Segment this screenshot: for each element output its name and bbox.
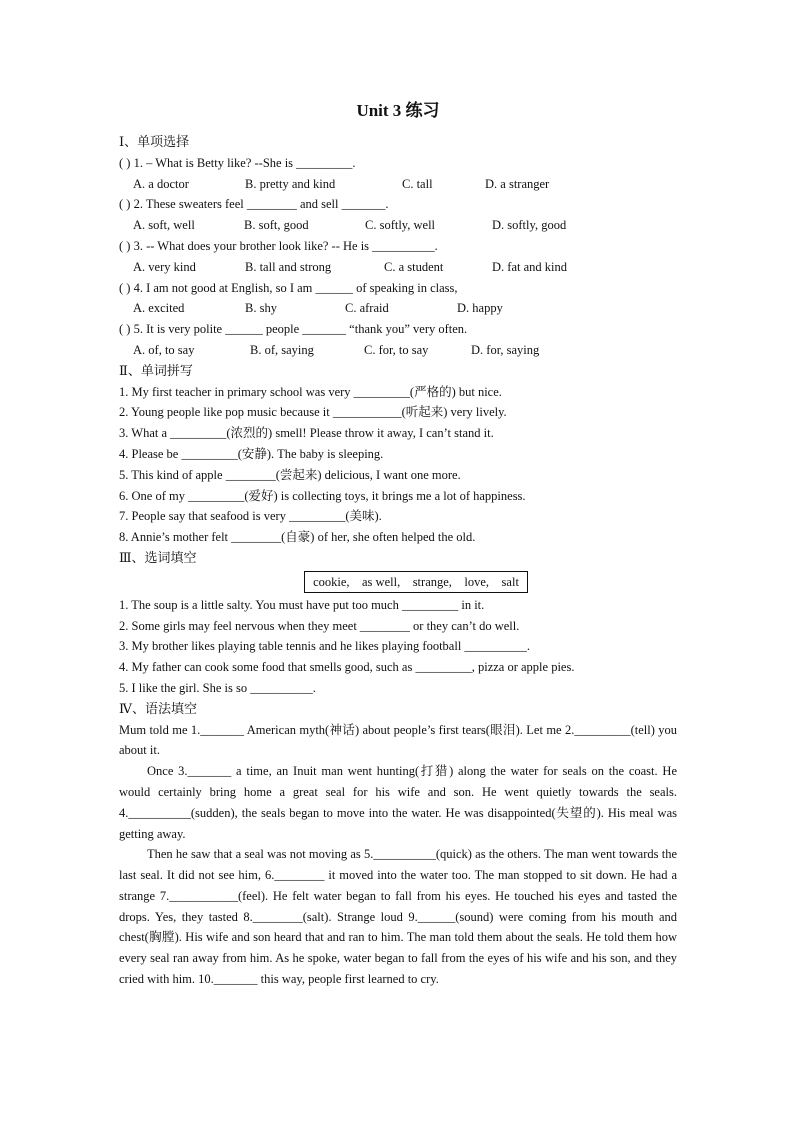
spelling-item-1: 1. My first teacher in primary school was very _________(严格的) but nice. bbox=[119, 384, 502, 399]
spelling-item-5: 5. This kind of apple ________(尝起来) delicious, I want one more. bbox=[119, 467, 461, 482]
spelling-item-2: 2. Young people like pop music because it ___________(听起来) very lively. bbox=[119, 405, 507, 420]
passage-paragraph-1: Mum told me 1._______ American myth(神话) about people’s first tears(眼泪). Let me 2._________(tell) you about it. bbox=[119, 722, 677, 758]
option-b: B. soft, good bbox=[244, 218, 309, 233]
question-1-options bbox=[119, 174, 677, 195]
option-c: C. softly, well bbox=[365, 218, 436, 233]
fill-item-5: 5. I like the girl. She is so __________. bbox=[119, 680, 316, 695]
question-4-options bbox=[119, 298, 677, 319]
option-b: B. shy bbox=[245, 301, 277, 316]
option-b: B. of, saying bbox=[250, 342, 314, 357]
option-c: C. afraid bbox=[345, 301, 389, 316]
option-c: C. tall bbox=[402, 176, 433, 191]
option-a: A. very kind bbox=[133, 259, 196, 274]
question-2-stem: ( ) 2. These sweaters feel ________ and sell _______. bbox=[119, 197, 389, 212]
spelling-item-8: 8. Annie’s mother felt ________(自豪) of her, she often helped the old. bbox=[119, 530, 476, 545]
option-d: D. fat and kind bbox=[492, 259, 567, 274]
option-d: D. a stranger bbox=[485, 176, 550, 191]
spelling-item-4: 4. Please be _________(安静). The baby is sleeping. bbox=[119, 446, 384, 461]
question-3-stem: ( ) 3. -- What does your brother look like? -- He is __________. bbox=[119, 238, 438, 253]
worksheet-page bbox=[119, 100, 677, 990]
option-c: C. for, to say bbox=[364, 342, 429, 357]
question-5-stem: ( ) 5. It is very polite ______ people _______ “thank you” very often. bbox=[119, 322, 468, 337]
word-box: cookie, as well, strange, love, salt bbox=[304, 571, 528, 593]
option-a: A. soft, well bbox=[133, 218, 195, 233]
question-5-options bbox=[119, 340, 677, 361]
section-3-heading: Ⅲ、选词填空 bbox=[119, 549, 197, 565]
option-b: B. pretty and kind bbox=[245, 176, 336, 191]
section-4-heading: Ⅳ、语法填空 bbox=[119, 700, 197, 716]
section-1-heading: Ⅰ、单项选择 bbox=[119, 134, 190, 149]
option-a: A. excited bbox=[133, 301, 185, 316]
option-a: A. a doctor bbox=[133, 176, 189, 191]
option-a: A. of, to say bbox=[133, 342, 195, 357]
passage-paragraph-2: Once 3._______ a time, an Inuit man went hunting(打猎) along the water for seals on the coast. He would certainly bring home a great seal for his wife and son. He went quietly towards the seals. 4.__________(sudden), the seals began to move into the water. He was disappointed(失望的). His meal was getting away. bbox=[119, 764, 677, 841]
spelling-item-6: 6. One of my _________(爱好) is collecting toys, it brings me a lot of happiness. bbox=[119, 488, 526, 503]
spelling-item-3: 3. What a _________(浓烈的) smell! Please throw it away, I can’t stand it. bbox=[119, 426, 494, 441]
option-b: B. tall and strong bbox=[245, 259, 332, 274]
fill-item-4: 4. My father can cook some food that smells good, such as _________, pizza or apple pies. bbox=[119, 660, 575, 675]
option-c: C. a student bbox=[384, 259, 444, 274]
option-d: D. softly, good bbox=[492, 218, 567, 233]
fill-item-1: 1. The soup is a little salty. You must have put too much _________ in it. bbox=[119, 597, 485, 612]
question-3-options bbox=[119, 257, 677, 278]
spelling-item-7: 7. People say that seafood is very _________(美味). bbox=[119, 509, 382, 524]
section-2-heading: Ⅱ、单词拼写 bbox=[119, 362, 193, 378]
option-d: D. for, saying bbox=[471, 342, 540, 357]
question-4-stem: ( ) 4. I am not good at English, so I am ______ of speaking in class, bbox=[119, 280, 458, 295]
passage-paragraph-3: Then he saw that a seal was not moving as 5.__________(quick) as the others. The man went towards the last seal. It did not see him, 6.________ it moved into the water too. The man stopped to sit down. He had a strange 7.___________(feel). He felt water began to fall from his eyes. He touched his eyes and tasted the drops. Yes, they tasted 8.________(salt). Strange loud 9.______(sound) were coming from his mouth and chest(胸膛). His wife and son heard that and ran to him. The man told them about the seals. He told them how every seal ran away from him. As he spoke, water began to fall from the eyes of his wife and his son, and they cried with him. 10._______ this way, people first learned to cry. bbox=[119, 847, 677, 987]
question-1-stem: ( ) 1. – What is Betty like? --She is _________. bbox=[119, 155, 356, 170]
question-2-options bbox=[119, 215, 677, 236]
fill-item-3: 3. My brother likes playing table tennis and he likes playing football __________. bbox=[119, 639, 531, 654]
fill-item-2: 2. Some girls may feel nervous when they meet ________ or they can’t do well. bbox=[119, 618, 520, 633]
page-title: Unit 3 练习 bbox=[356, 101, 440, 120]
word-box-wrapper bbox=[119, 571, 677, 593]
option-d: D. happy bbox=[457, 301, 503, 316]
